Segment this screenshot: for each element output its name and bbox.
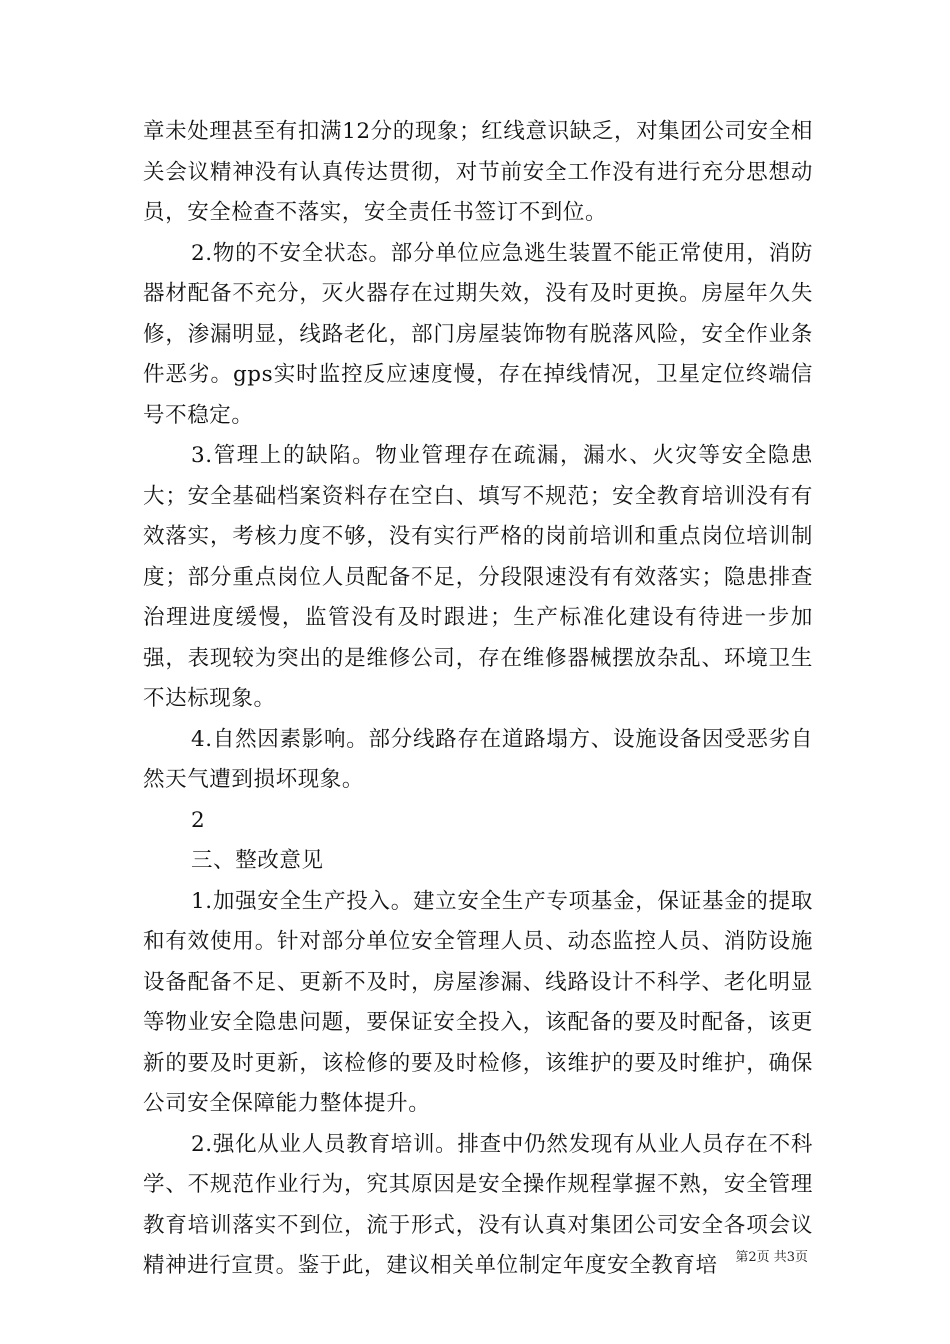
page-footer: 第2页 共3页 (735, 1250, 808, 1265)
paragraph-unsafe-state: 2.物的不安全状态。部分单位应急逃生装置不能正常使用，消防器材配备不充分，灭火器存在过期失效，没有及时更换。房屋年久失修，渗漏明显，线路老化，部门房屋装饰物有脱落风险，安全作业条件恶劣。gps实时监控反应速度慢，存在掉线情况，卫星定位终端信号不稳定。 (143, 240, 813, 428)
document-body (143, 112, 813, 1287)
paragraph-safety-investment: 1.加强安全生产投入。建立安全生产专项基金，保证基金的提取和有效使用。针对部分单位安全管理人员、动态监控人员、消防设施设备配备不足、更新不及时，房屋渗漏、线路设计不科学、老化明显等物业安全隐患问题，要保证安全投入，该配备的要及时配备，该更新的要及时更新，该检修的要及时检修，该维护的要及时维护，确保公司安全保障能力整体提升。 (143, 888, 813, 1116)
paragraph-natural-factors: 4.自然因素影响。部分线路存在道路塌方、设施设备因受恶劣自然天气遭到损坏现象。 (143, 726, 813, 792)
paragraph-staff-training: 2.强化从业人员教育培训。排查中仍然发现有从业人员存在不科学、不规范作业行为，究其原因是安全操作规程掌握不熟，安全管理教育培训落实不到位，流于形式，没有认真对集团公司安全各项会议精神进行宣贯。鉴于此，建议相关单位制定年度安全教育培 (143, 1131, 813, 1278)
paragraph-continuation: 章未处理甚至有扣满12分的现象；红线意识缺乏，对集团公司安全相关会议精神没有认真传达贯彻，对节前安全工作没有进行充分思想动员，安全检查不落实，安全责任书签订不到位。 (143, 119, 813, 225)
inline-page-number: 2 (191, 807, 206, 833)
paragraph-management-defects: 3.管理上的缺陷。物业管理存在疏漏，漏水、火灾等安全隐患大；安全基础档案资料存在空白、填写不规范；安全教育培训没有有效落实，考核力度不够，没有实行严格的岗前培训和重点岗位培训制度；部分重点岗位人员配备不足，分段限速没有有效落实；隐患排查治理进度缓慢，监管没有及时跟进；生产标准化建设有待进一步加强，表现较为突出的是维修公司，存在维修器械摆放杂乱、环境卫生不达标现象。 (143, 443, 813, 711)
section-heading: 三、整改意见 (191, 848, 324, 873)
